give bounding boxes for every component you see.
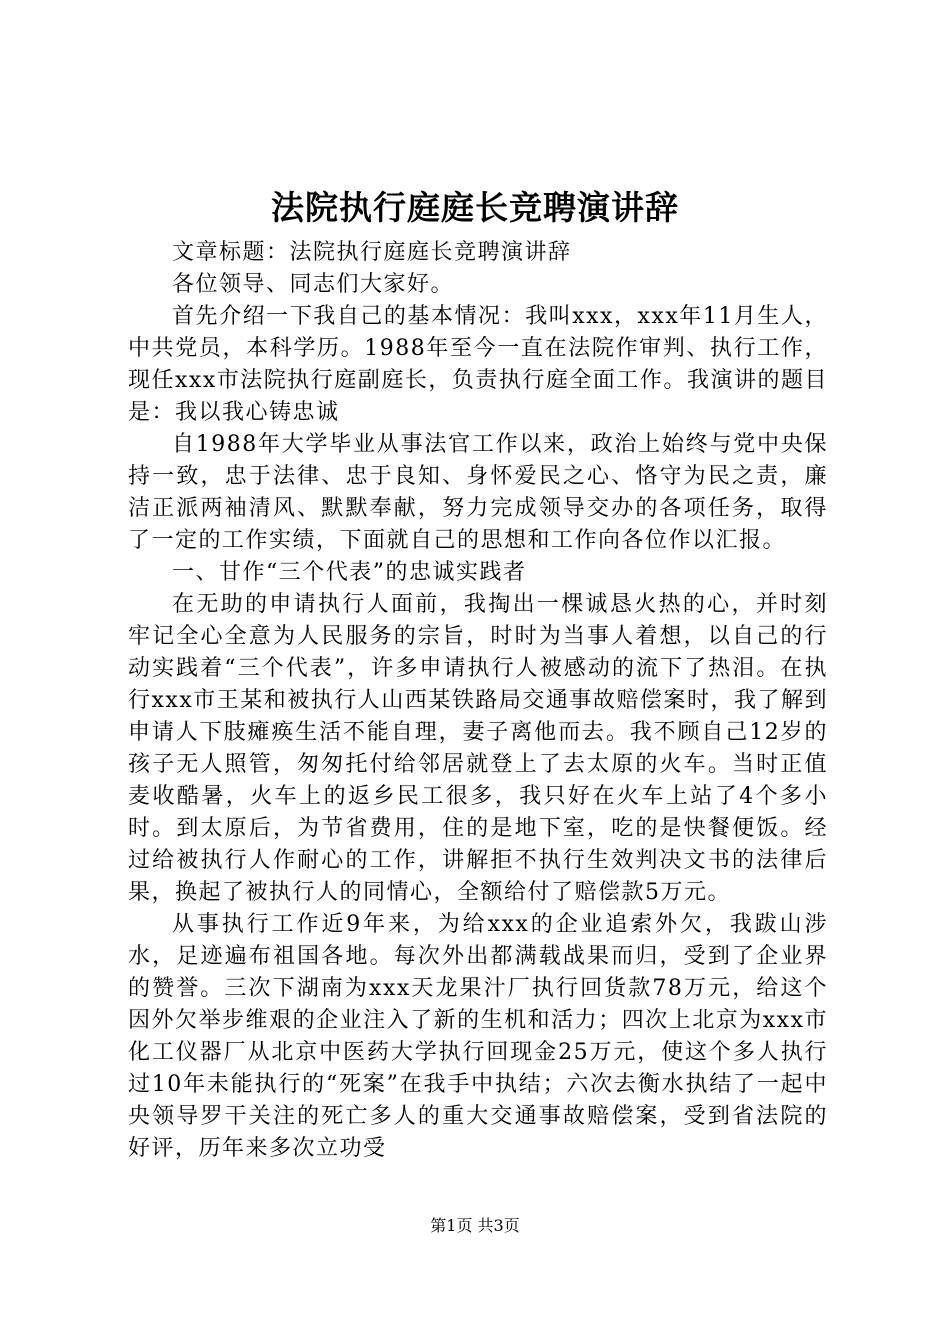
case-story-paragraph: 在无助的申请执行人面前，我掏出一棵诚恳火热的心，并时刻牢记全心全意为人民服务的宗旨，时时为当事人着想，以自己的行动实践着“三个代表”，许多申请执行人被感动的流下了热泪。在执行xxx市王某和被执行人山西某铁路局交通事故赔偿案时，我了解到申请人下肢瘫痪生活不能自理，妻子离他而去。我不顾自己12岁的孩子无人照管，匆匆托付给邻居就登上了去太原的火车。当时正值麦收酷暑，火车上的返乡民工很多，我只好在火车上站了4个多小时。到太原后，为节省费用，住的是地下室，吃的是快餐便饭。经过给被执行人作耐心的工作，讲解拒不执行生效判决文书的法律后果，换起了被执行人的同情心，全额给付了赔偿款5万元。 bbox=[128, 592, 828, 905]
document-body bbox=[128, 237, 828, 1165]
page-number-footer: 第1页 共3页 bbox=[430, 1216, 520, 1235]
career-summary-paragraph: 自1988年大学毕业从事法官工作以来，政治上始终与党中央保持一致，忠于法律、忠于良知、身怀爱民之心、恪守为民之责，廉洁正派两袖清风、默默奉献，努力完成领导交办的各项任务，取得了一定的工作实绩，下面就自己的思想和工作向各位作以汇报。 bbox=[128, 432, 828, 553]
article-title-line: 文章标题：法院执行庭庭长竞聘演讲辞 bbox=[172, 240, 572, 265]
greeting-paragraph: 各位领导、同志们大家好。 bbox=[172, 272, 455, 297]
section-heading: 一、甘作“三个代表”的忠诚实践者 bbox=[172, 560, 527, 585]
document-title: 法院执行庭庭长竞聘演讲辞 bbox=[271, 188, 679, 227]
achievements-paragraph: 从事执行工作近9年来，为给xxx的企业追索外欠，我跋山涉水，足迹遍布祖国各地。每次外出都满载战果而归，受到了企业界的赞誉。三次下湖南为xxx天龙果汁厂执行回货款78万元，给这个因外欠举步维艰的企业注入了新的生机和活力；四次上北京为xxx市化工仪器厂从北京中医药大学执行回现金25万元，使这个多人执行过10年未能执行的“死案”在我手中执结；六次去衡水执结了一起中央领导罗干关注的死亡多人的重大交通事故赔偿案，受到省法院的好评，历年来多次立功受 bbox=[128, 912, 828, 1161]
self-introduction-paragraph: 首先介绍一下我自己的基本情况：我叫xxx，xxx年11月生人，中共党员，本科学历。1988年至今一直在法院作审判、执行工作，现任xxx市法院执行庭副庭长，负责执行庭全面工作。我演讲的题目是：我以我心铸忠诚 bbox=[128, 304, 828, 425]
